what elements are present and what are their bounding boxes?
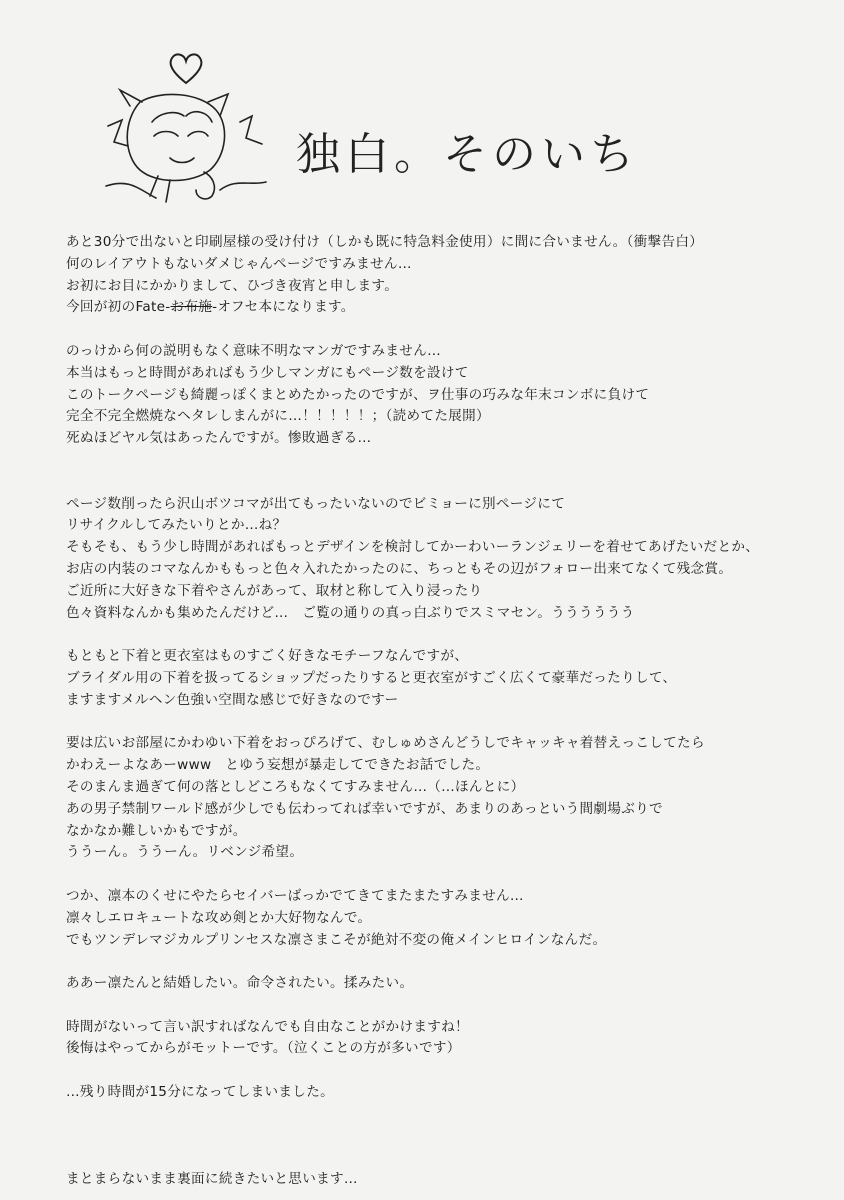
text-line: …残り時間が15分になってしまいました。 [66,1084,334,1101]
text-line: 後悔はやってからがモットーです。（泣くことの方が多いです） [66,1040,461,1057]
text-line: ああー凛たんと結婚したい。命令されたい。揉みたい。 [66,975,414,992]
text-line: かわえーよなあーwww とゆう妄想が暴走してできたお話でした。 [66,757,490,774]
document-body [66,232,826,1191]
text-line: お初にお目にかかりまして、ひづき夜宵と申します。 [66,277,399,294]
text-line: のっけから何の説明もなく意味不明なマンガですみません… [66,342,441,359]
text-line: ページ数削ったら沢山ボツコマが出てもったいないのでビミョーに別ページにて [66,495,566,512]
struck-text: お布施 [170,299,213,316]
heart-icon [166,50,206,86]
text-line: リサイクルしてみたいりとか…ね？ [66,517,287,534]
text-line: そもそも、もう少し時間があればもっとデザインを検討してかーわいーランジェリーを着せてあげたいだとか、 [66,539,760,556]
text-line: あと30分で出ないと印刷屋様の受け付け（しかも既に特急料金使用）に間に合いません。（衝撃告白） [66,234,704,250]
page-title: 独白。そのいち [296,129,639,180]
text-line: つか、凛本のくせにやたらセイバーばっかでてきてまたまたすみません… [66,887,524,904]
text-line: そのまんま過ぎて何の落としどころもなくてすみません…（…ほんとに） [66,778,525,795]
text-line: まとまらないまま裏面に続きたいと思います… [66,1171,358,1188]
text-line: 要は広いお部屋にかわゆい下着をおっぴろげて、むしゅめさんどうしでキャッキャ着替えっこしてたら [66,735,705,752]
text-line: 今回が初のFate-お布施-オフセ本になります。 [66,299,355,316]
text-line: ますますメルヘン色強い空間な感じで好きなのですー [66,691,399,708]
character-doodle-icon [100,86,270,206]
text-line: 死ぬほどヤル気はあったんですが。惨敗過ぎる… [66,430,372,447]
text-line: 完全不完全燃焼なヘタレしまんがに…！！！！！；（読めてた展開） [66,408,490,425]
text-line: あの男子禁制ワールド感が少しでも伝わってれば幸いですが、あまりのあっという間劇場ぶりで [66,800,663,817]
text-line: 何のレイアウトもないダメじゃんページですみません… [66,255,412,272]
text-line: ううーん。ううーん。リベンジ希望。 [66,844,304,861]
text-line: このトークページも綺麗っぽくまとめたかったのですが、ヲ仕事の巧みな年末コンボに負けて [66,386,650,403]
text-line: なかなか難しいかもですが。 [66,822,247,839]
text-line: 本当はもっと時間があればもう少しマンガにもページ数を設けて [66,364,469,381]
text-line: 時間がないって言い訳すればなんでも自由なことがかけますね！ [66,1018,469,1035]
text-line: でもツンデレマジカルプリンセスな凛さまこそが絶対不変の俺メインヒロインなんだ。 [66,931,607,948]
text-line: 凛々しエロキュートな攻め剣とか大好物なんで。 [66,909,372,926]
text-line: もともと下着と更衣室はものすごく好きなモチーフなんですが、 [66,648,469,665]
text-line: 色々資料なんかも集めたんだけど… ご覧の通りの真っ白ぶりでスミマセン。うううううう [66,604,635,621]
text-line: ブライダル用の下着を扱ってるショップだったりすると更衣室がすごく広くて豪華だったりして、 [66,669,677,686]
text-line: ご近所に大好きな下着やさんがあって、取材と称して入り浸ったり [66,582,483,599]
text-line: お店の内装のコマなんかももっと色々入れたかったのに、ちっともその辺がフォロー出来てなくて残念賞。 [66,560,733,577]
